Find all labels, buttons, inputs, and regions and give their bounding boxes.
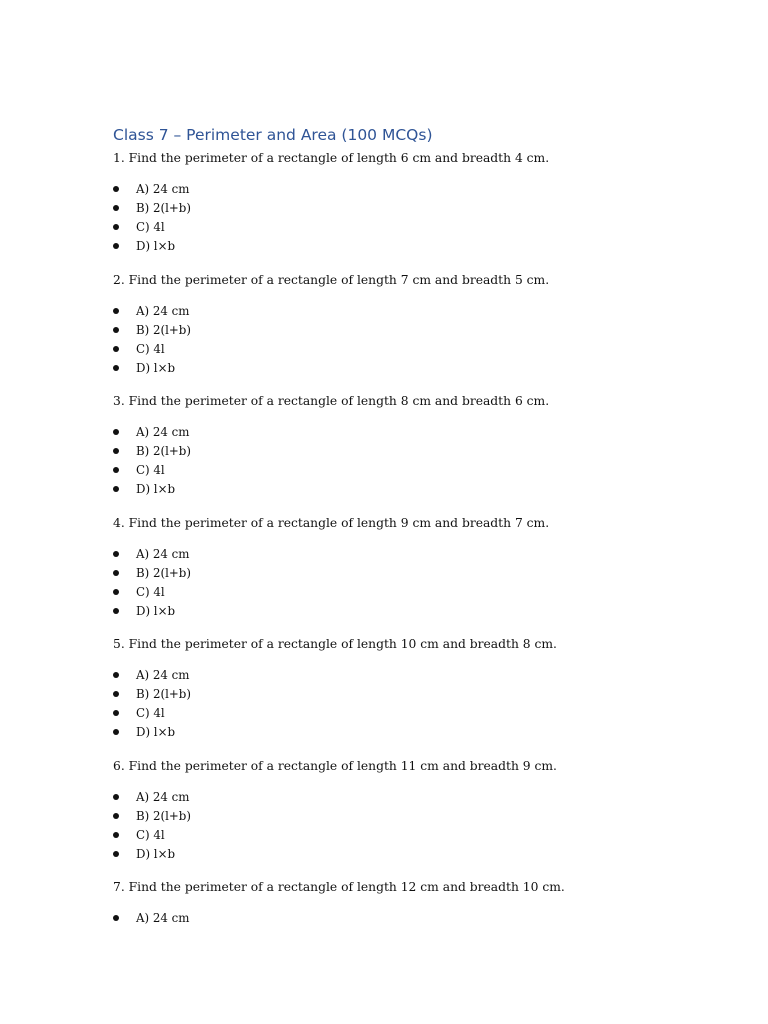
option-item <box>113 461 733 480</box>
option-label: D) l×b <box>136 239 176 254</box>
question-text: 5. Find the perimeter of a rectangle of length 10 cm and breadth 8 cm. <box>113 637 557 651</box>
option-item <box>113 180 733 199</box>
bullet-icon <box>113 224 119 230</box>
option-item <box>113 602 733 621</box>
option-item <box>113 340 733 359</box>
option-label: A) 24 cm <box>136 303 190 318</box>
bullet-icon <box>113 608 119 614</box>
option-item <box>113 423 733 442</box>
option-item <box>113 845 733 864</box>
option-item <box>113 704 733 723</box>
option-label: A) 24 cm <box>136 789 190 804</box>
option-list <box>113 180 733 256</box>
option-item <box>113 788 733 807</box>
option-item <box>113 564 733 583</box>
option-label: C) 4l <box>136 827 165 842</box>
question-block <box>113 391 733 499</box>
option-item <box>113 545 733 564</box>
option-list <box>113 423 733 499</box>
bullet-icon <box>113 365 119 371</box>
question-block <box>113 148 733 256</box>
question-block <box>113 634 733 742</box>
option-item <box>113 237 733 256</box>
question-text: 7. Find the perimeter of a rectangle of length 12 cm and breadth 10 cm. <box>113 880 565 894</box>
bullet-icon <box>113 589 119 595</box>
option-label: A) 24 cm <box>136 668 190 682</box>
option-item <box>113 826 733 845</box>
bullet-icon <box>113 915 119 921</box>
option-label: C) 4l <box>136 220 165 235</box>
option-item <box>113 199 733 218</box>
option-item <box>113 723 733 742</box>
option-label: C) 4l <box>136 584 165 599</box>
option-item <box>113 480 733 499</box>
option-item <box>113 321 733 340</box>
option-list <box>113 545 733 621</box>
option-label: A) 24 cm <box>136 182 190 196</box>
bullet-icon <box>113 691 119 697</box>
option-label: B) 2(l+b) <box>136 444 191 459</box>
option-list <box>113 302 733 378</box>
option-label: A) 24 cm <box>136 911 190 925</box>
option-item <box>113 666 733 685</box>
option-label: D) l×b <box>136 725 176 740</box>
bullet-icon <box>113 710 119 716</box>
question-block <box>113 513 733 621</box>
bullet-icon <box>113 570 119 576</box>
question-text: 4. Find the perimeter of a rectangle of length 9 cm and breadth 7 cm. <box>113 515 550 530</box>
option-label: C) 4l <box>136 341 165 356</box>
option-item <box>113 583 733 602</box>
option-label: B) 2(l+b) <box>136 808 191 823</box>
question-text: 3. Find the perimeter of a rectangle of length 8 cm and breadth 6 cm. <box>113 394 550 408</box>
option-list <box>113 909 733 928</box>
bullet-icon <box>113 672 119 678</box>
bullet-icon <box>113 186 119 192</box>
question-text: 6. Find the perimeter of a rectangle of length 11 cm and breadth 9 cm. <box>113 758 557 773</box>
option-label: D) l×b <box>136 846 176 861</box>
option-label: D) l×b <box>136 603 176 618</box>
bullet-icon <box>113 794 119 800</box>
option-label: B) 2(l+b) <box>136 565 191 580</box>
option-label: C) 4l <box>136 706 165 721</box>
bullet-icon <box>113 851 119 857</box>
bullet-icon <box>113 327 119 333</box>
option-item <box>113 807 733 826</box>
option-item <box>113 442 733 461</box>
option-list <box>113 666 733 742</box>
bullet-icon <box>113 467 119 473</box>
bullet-icon <box>113 346 119 352</box>
option-label: D) l×b <box>136 360 176 375</box>
bullet-icon <box>113 429 119 435</box>
bullet-icon <box>113 486 119 492</box>
question-block <box>113 756 733 864</box>
option-item <box>113 359 733 378</box>
option-label: C) 4l <box>136 463 165 478</box>
bullet-icon <box>113 813 119 819</box>
option-item <box>113 685 733 704</box>
bullet-icon <box>113 243 119 249</box>
option-label: B) 2(l+b) <box>136 201 191 216</box>
option-label: B) 2(l+b) <box>136 322 191 337</box>
question-text: 2. Find the perimeter of a rectangle of length 7 cm and breadth 5 cm. <box>113 272 550 287</box>
bullet-icon <box>113 729 119 735</box>
option-item <box>113 909 733 928</box>
bullet-icon <box>113 205 119 211</box>
option-label: D) l×b <box>136 482 176 497</box>
option-label: B) 2(l+b) <box>136 687 191 702</box>
bullet-icon <box>113 448 119 454</box>
question-text: 1. Find the perimeter of a rectangle of length 6 cm and breadth 4 cm. <box>113 151 550 165</box>
option-list <box>113 788 733 864</box>
option-item <box>113 302 733 321</box>
question-block <box>113 270 733 378</box>
bullet-icon <box>113 832 119 838</box>
document-title: Class 7 – Perimeter and Area (100 MCQs) <box>113 126 433 144</box>
question-block <box>113 877 733 928</box>
bullet-icon <box>113 551 119 557</box>
option-item <box>113 218 733 237</box>
option-label: A) 24 cm <box>136 425 190 439</box>
option-label: A) 24 cm <box>136 546 190 561</box>
bullet-icon <box>113 308 119 314</box>
